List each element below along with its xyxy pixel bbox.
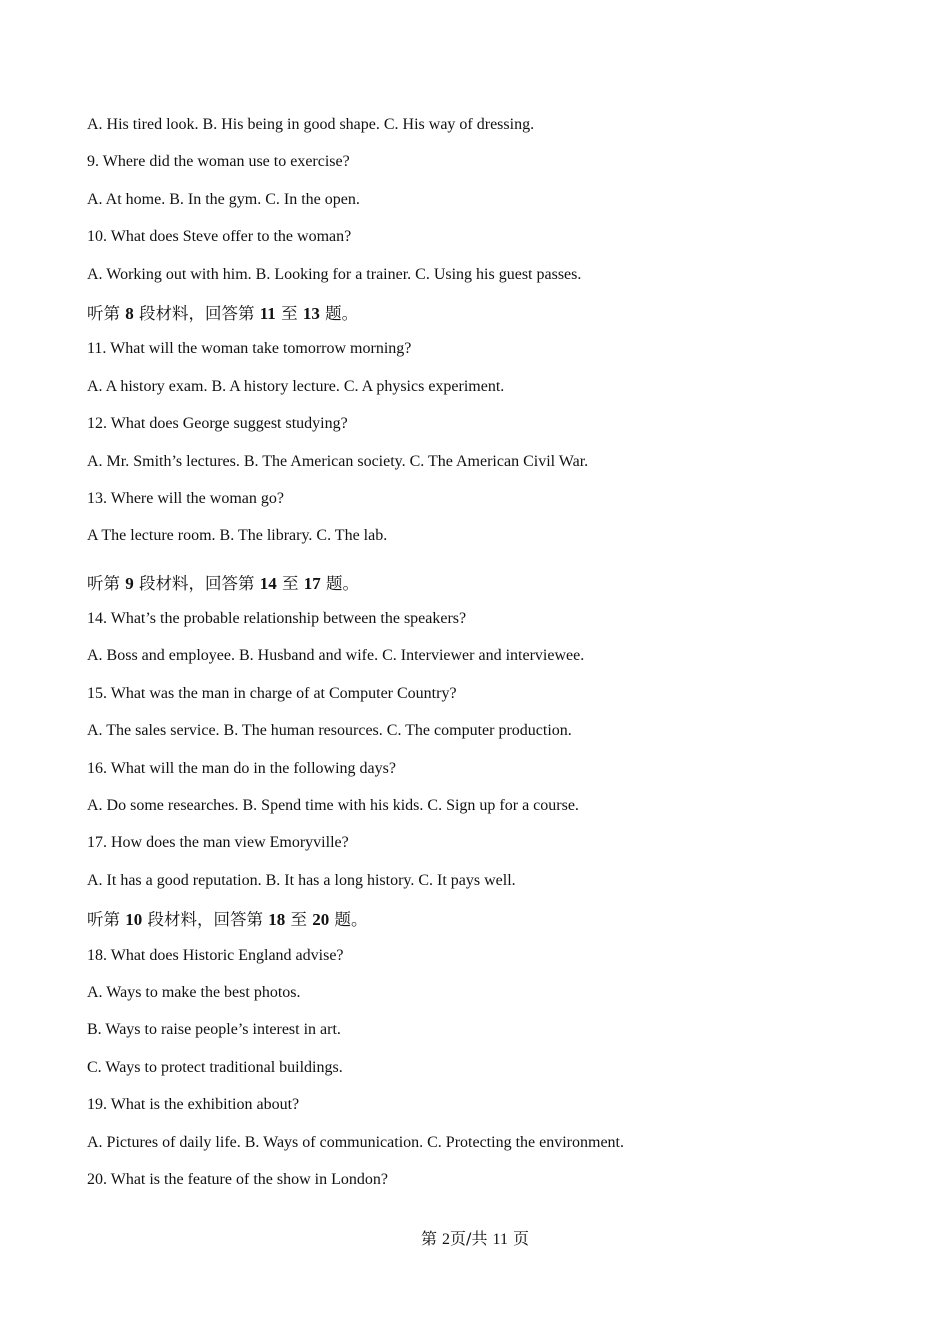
question-text: 11. What will the woman take tomorrow morning? [87, 340, 412, 358]
section-segment-number: 9 [125, 573, 134, 593]
section-heading-suffix: 题。 [334, 910, 368, 930]
section-from-number: 11 [259, 303, 276, 323]
footer-page-number: 2 [442, 1231, 451, 1248]
answer-options: A. Mr. Smith’s lectures. B. The American society. C. The American Civil War. [87, 452, 589, 470]
answer-options: B. Ways to raise people’s interest in art. [87, 1021, 341, 1039]
answer-options: A The lecture room. B. The library. C. The lab. [87, 527, 388, 545]
section-segment-number: 10 [125, 910, 143, 930]
answer-options: A. Ways to make the best photos. [87, 983, 301, 1001]
section-to-word: 至 [290, 910, 307, 930]
section-heading-middle: 段材料，回答第 [139, 303, 255, 323]
question-text: 18. What does Historic England advise? [87, 946, 344, 964]
question-text: 9. Where did the woman use to exercise? [87, 153, 350, 171]
answer-options: A. A history exam. B. A history lecture. C. A physics experiment. [87, 377, 505, 395]
section-heading-suffix: 题。 [325, 303, 359, 323]
answer-options: A. The sales service. B. The human resources. C. The computer production. [87, 722, 572, 740]
section-heading-prefix: 听第 [87, 303, 120, 323]
question-text: 10. What does Steve offer to the woman? [87, 228, 352, 246]
section-heading-suffix: 题。 [326, 573, 359, 593]
answer-options: A. His tired look. B. His being in good shape. C. His way of dressing. [87, 116, 535, 133]
section-heading-middle: 段材料，回答第 [139, 573, 255, 593]
section-to-number: 17 [303, 573, 321, 593]
section-heading [87, 302, 887, 326]
question-text: 15. What was the man in charge of at Computer Country? [87, 684, 457, 702]
answer-options: A. Boss and employee. B. Husband and wife. C. Interviewer and interviewee. [87, 647, 585, 665]
section-heading-prefix: 听第 [87, 910, 120, 930]
section-heading [87, 572, 887, 596]
section-to-word: 至 [282, 573, 299, 593]
question-text: 16. What will the man do in the following days? [87, 759, 396, 777]
question-text: 12. What does George suggest studying? [87, 415, 348, 433]
section-segment-number: 8 [125, 303, 134, 323]
section-heading-prefix: 听第 [87, 573, 120, 593]
answer-options: A. At home. B. In the gym. C. In the open. [87, 190, 360, 208]
answer-options: A. It has a good reputation. B. It has a long history. C. It pays well. [87, 871, 516, 889]
question-list [87, 115, 887, 1207]
footer-prefix: 第 [420, 1229, 437, 1248]
answer-options: A. Working out with him. B. Looking for a trainer. C. Using his guest passes. [87, 265, 582, 283]
section-heading [87, 908, 887, 932]
section-to-number: 20 [312, 910, 330, 930]
section-heading-middle: 段材料，回答第 [147, 910, 263, 930]
question-text: 13. Where will the woman go? [87, 489, 284, 507]
page-footer [0, 1228, 950, 1251]
question-text: 14. What’s the probable relationship between the speakers? [87, 610, 467, 628]
question-text: 20. What is the feature of the show in London? [87, 1170, 388, 1188]
answer-options: C. Ways to protect traditional buildings. [87, 1058, 343, 1076]
section-spacer [87, 564, 887, 572]
footer-total-pages: 11 [492, 1231, 508, 1248]
section-to-number: 13 [302, 303, 320, 323]
footer-middle: 页/共 [450, 1229, 488, 1248]
answer-options: A. Pictures of daily life. B. Ways of communication. C. Protecting the environment. [87, 1133, 624, 1151]
question-text: 19. What is the exhibition about? [87, 1096, 300, 1114]
section-from-number: 18 [268, 910, 286, 930]
section-from-number: 14 [259, 573, 277, 593]
answer-options: A. Do some researches. B. Spend time with his kids. C. Sign up for a course. [87, 797, 579, 815]
footer-suffix: 页 [513, 1229, 530, 1248]
question-text: 17. How does the man view Emoryville? [87, 834, 349, 852]
section-to-word: 至 [281, 303, 298, 323]
